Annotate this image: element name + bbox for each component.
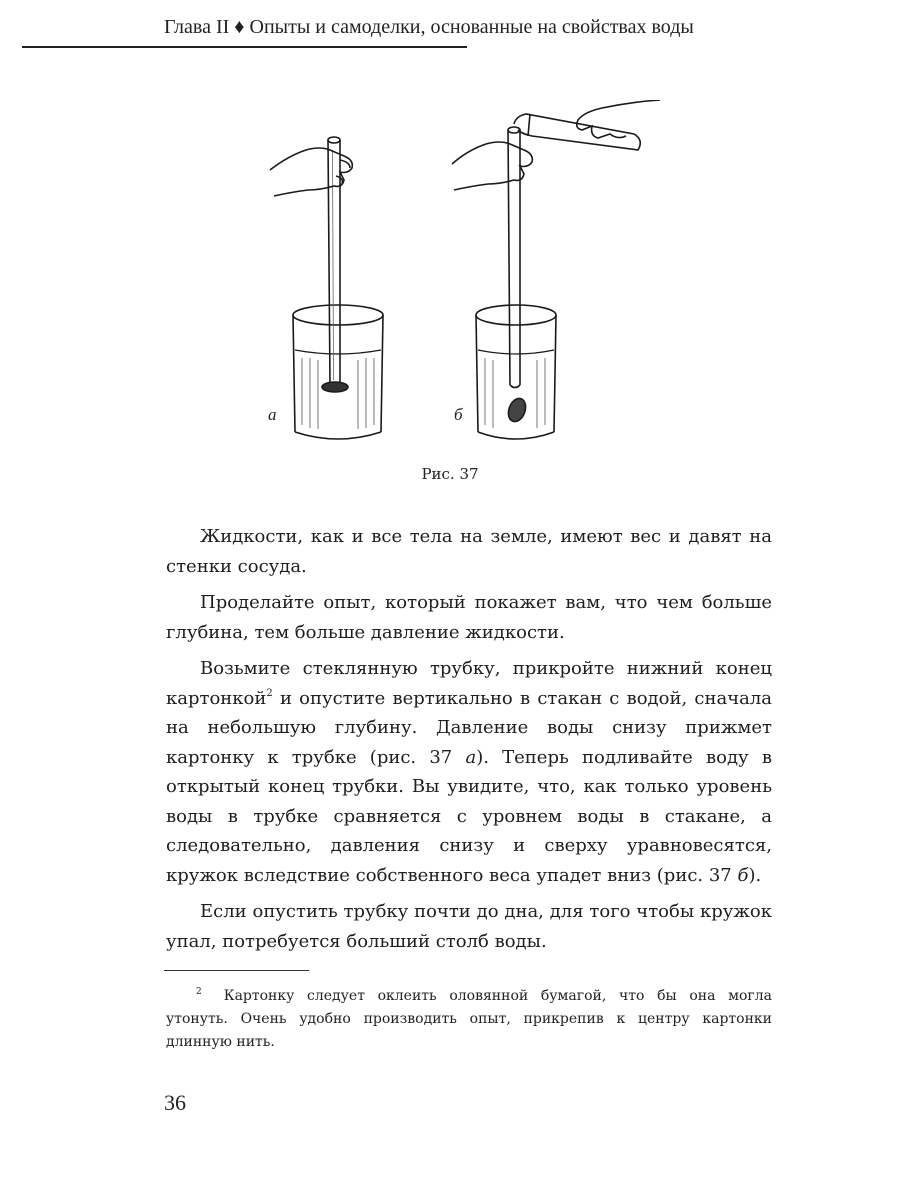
illustration-tube-experiment bbox=[240, 100, 660, 445]
footnote-rule bbox=[164, 970, 309, 971]
paragraph-2: Проделайте опыт, который покажет вам, что чем больше глубина, тем больше давление жидкости. bbox=[166, 592, 772, 643]
figure-37 bbox=[240, 100, 660, 445]
setup-a bbox=[270, 137, 383, 439]
footnote-reference: 2 bbox=[266, 687, 273, 699]
paragraph-1: Жидкости, как и все тела на земле, имеют вес и давят на стенки сосуда. bbox=[166, 526, 772, 577]
setup-b bbox=[452, 100, 660, 439]
paragraph-3 bbox=[166, 654, 772, 890]
header-rule bbox=[22, 46, 467, 48]
body-text bbox=[166, 522, 772, 963]
footnote-mark: 2 bbox=[196, 987, 202, 997]
paragraph-3-part-4: ). bbox=[748, 864, 762, 886]
paragraph-3-part-2: и опустите вертикально в стакан с водой, сначала на небольшую глубину. Давление воды снизу прижмет картонку к трубке (рис. 37 bbox=[166, 687, 772, 768]
figure-caption: Рис. 37 bbox=[421, 465, 479, 483]
footnote-text: Картонку следует оклеить оловянной бумагой, что бы она могла утонуть. Очень удобно производить опыт, прикрепив к центру картонки длинную нить. bbox=[166, 988, 772, 1050]
paragraph-3-part-3: ). Теперь подливайте воду в открытый конец трубки. Вы увидите, что, как только уровень воды в трубке сравняется с уровнем воды в стакане, а следовательно, давления снизу и сверху уравновесятся, кружок вследствие собственного веса упадет вниз (рис. 37 bbox=[166, 746, 772, 886]
figure-reference-a: а bbox=[465, 746, 477, 768]
figure-label-a: а bbox=[268, 405, 277, 424]
figure-label-b: б bbox=[454, 405, 463, 424]
paragraph-4: Если опустить трубку почти до дна, для того чтобы кружок упал, потребуется больший столб воды. bbox=[166, 901, 772, 952]
footnote bbox=[166, 981, 772, 1054]
page-number: 36 bbox=[164, 1090, 186, 1115]
paragraph-3-part-1: Возьмите стеклянную трубку, прикройте нижний конец картонкой bbox=[166, 658, 772, 709]
figure-reference-b: б bbox=[737, 864, 749, 886]
running-head: Глава II ♦ Опыты и самоделки, основанные на свойствах воды bbox=[164, 16, 694, 38]
